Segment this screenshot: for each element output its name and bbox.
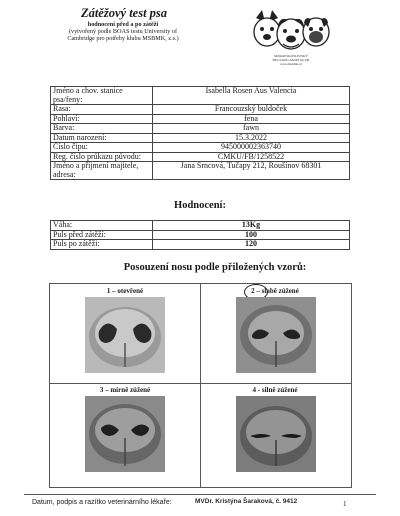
info-value: CMKU/FB/1258522 (153, 152, 350, 162)
info-label: Pohlaví: (51, 114, 153, 124)
nose-reference-grid (49, 283, 352, 488)
evaluation-value: 120 (153, 240, 350, 250)
info-value: 15.3.2022 (153, 133, 350, 143)
nose-option-label-3: 3 – mírně zúžené (99, 386, 151, 394)
info-value: fawn (153, 124, 350, 134)
table-row (51, 240, 350, 250)
info-value: Francouzský buldoček (153, 105, 350, 115)
page-number: 1 (343, 500, 347, 508)
info-value: 945000002363740 (153, 143, 350, 153)
nose-option-label-4: 4 - silně zúžené (252, 386, 298, 394)
logo-text-3: www.msbmk.cz (280, 62, 302, 67)
table-row (51, 105, 350, 115)
info-label: Jméno a příjmení majitele, adresa: (51, 162, 153, 180)
table-row (51, 124, 350, 134)
nose-photo-slightly-narrowed (236, 297, 316, 373)
document-title: Zátěžový test psa (80, 6, 168, 20)
table-row (51, 221, 350, 231)
nose-photo-moderately-narrowed (85, 396, 165, 472)
info-value: Jana Srncová, Tučapy 212, Roušínov 68301 (153, 162, 350, 180)
evaluation-label: Puls před zátěží: (51, 230, 153, 240)
grid-divider (50, 383, 351, 384)
info-label: Jméno a chov. stanice psa/feny: (51, 87, 153, 105)
table-row (51, 114, 350, 124)
club-logo (250, 8, 332, 78)
evaluation-table (50, 220, 350, 250)
nose-option-label-2: 2 – slabě zúžené (251, 287, 299, 295)
document-subtitle-line3: Cambridge pro potřeby klubu MSBMK, z.s.) (67, 35, 179, 43)
nose-assessment-heading: Posouzení nosu podle přiložených vzorů: (123, 262, 307, 273)
table-row (51, 143, 350, 153)
info-label: Rasa: (51, 105, 153, 115)
evaluation-value: 13Kg (153, 221, 350, 231)
document-subtitle: hodnocení před a po zátěži (87, 21, 159, 28)
document-subtitle-line2: (vytvořený podle BOAS testu University of (68, 28, 178, 36)
dog-info-table (50, 86, 350, 180)
info-label: Barva: (51, 124, 153, 134)
logo-text-1: MORAVSKOSLEZSKÝ (274, 54, 308, 58)
vet-stamp: MVDr. Kristýna Šaraková, č. 9412 (195, 498, 298, 505)
logo-text-2: BULLDOG-MOPS KLUB (272, 58, 310, 63)
dog-heads-logo-icon (250, 8, 332, 54)
info-label: Reg. číslo průkazu původu: (51, 152, 153, 162)
evaluation-label: Váha: (51, 221, 153, 231)
footer-divider (24, 494, 376, 495)
table-row (51, 87, 350, 105)
nose-photo-open (85, 297, 165, 373)
evaluation-label: Puls po zátěži: (51, 240, 153, 250)
nose-option-label-1: 1 – otevřené (106, 287, 144, 295)
info-value: fena (153, 114, 350, 124)
table-row (51, 162, 350, 180)
info-value: Isabella Rosen Aus Valencia (153, 87, 350, 105)
document-subtitle-block (52, 21, 194, 43)
info-label: Číslo čipu: (51, 143, 153, 153)
evaluation-heading: Hodnocení: (174, 200, 226, 211)
info-label: Datum narození: (51, 133, 153, 143)
evaluation-value: 100 (153, 230, 350, 240)
table-row (51, 133, 350, 143)
signature-label: Datum, podpis a razítko veterinárního lékaře: (32, 499, 172, 506)
nose-photo-severely-narrowed (236, 396, 316, 472)
